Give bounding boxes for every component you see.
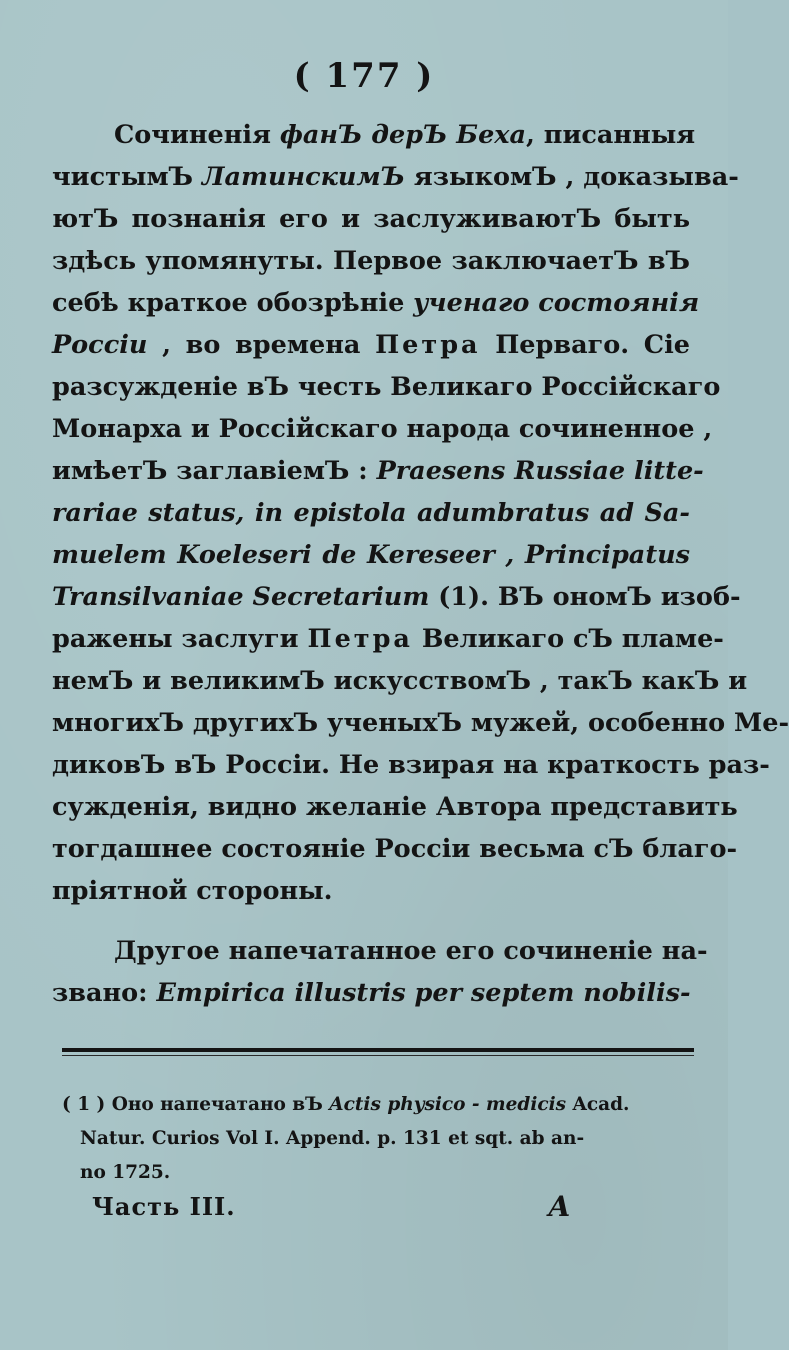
text-line xyxy=(52,198,690,240)
text-run: звано: xyxy=(52,978,157,1008)
text-line xyxy=(52,240,690,282)
text-run: разсужденіе вЪ честь Великаго Россійскаго xyxy=(52,372,721,402)
footnote xyxy=(62,1088,698,1190)
text-run: сужденія, видно желаніе Автора представить xyxy=(52,792,738,822)
text-run: , писанныя xyxy=(526,120,696,150)
text-run: Перваго. Сіе xyxy=(480,330,690,360)
text-run: имѣетЪ заглавіемЪ : xyxy=(52,456,377,486)
text-run: Acad. xyxy=(566,1094,630,1115)
spaced-run: Петра xyxy=(307,624,413,654)
text-run: себѣ краткое обозрѣніе xyxy=(52,288,414,318)
spaced-run: Петра xyxy=(375,330,481,360)
text-run: no 1725. xyxy=(80,1162,171,1183)
text-run: , во времена xyxy=(147,330,376,360)
italic-run: Praesens Russiae litte- xyxy=(376,456,704,486)
text-run: ( 1 ) Оно напечатано вЪ xyxy=(62,1094,330,1115)
text-line xyxy=(52,450,704,492)
text-line xyxy=(52,744,770,786)
text-run: Другое напечатанное его сочиненіе на- xyxy=(114,936,708,966)
main-text xyxy=(52,114,789,1014)
italic-run: Transilvaniae Secretarium xyxy=(52,582,430,612)
text-run: диковЪ вЪ Россіи. Не взирая на краткость раз- xyxy=(52,750,770,780)
page-number: ( 177 ) xyxy=(293,56,435,96)
text-line xyxy=(52,114,696,156)
italic-run: ученаго состоянія xyxy=(413,288,700,318)
text-run: Natur. Curios Vol I. Append. p. 131 et sqt. ab an- xyxy=(80,1128,585,1149)
text-run: немЪ и великимЪ искусствомЪ , такЪ какЪ и xyxy=(52,666,748,696)
italic-run: Empirica illustris per septem nobilis- xyxy=(156,978,691,1008)
text-run: ражены заслуги xyxy=(52,624,308,654)
italic-run: rariae status, in epistola adumbratus ad Sa- xyxy=(52,498,690,528)
text-run: языкомЪ , доказыва- xyxy=(405,162,739,192)
text-line xyxy=(52,324,690,366)
text-run: чистымЪ xyxy=(52,162,202,192)
text-line xyxy=(52,156,739,198)
italic-run: Actis physico - medicis xyxy=(329,1094,567,1115)
text-line xyxy=(52,930,708,972)
italic-run: muelem Koeleseri de Kereseer , Principatus xyxy=(52,540,690,570)
text-line xyxy=(52,282,700,324)
text-line xyxy=(52,786,738,828)
text-run: многихЪ другихЪ ученыхЪ мужей, особенно Ме- xyxy=(52,708,789,738)
text-line xyxy=(52,702,789,744)
text-line xyxy=(52,408,713,450)
text-line xyxy=(52,534,690,576)
text-line xyxy=(52,618,724,660)
text-line xyxy=(52,660,748,702)
text-line xyxy=(52,972,690,1014)
text-run: Великаго сЪ пламе- xyxy=(412,624,724,654)
footnote-line xyxy=(62,1088,698,1122)
text-run: ютЪ познанія его и заслуживаютЪ быть xyxy=(52,204,690,234)
signature-mark: А xyxy=(548,1190,571,1223)
text-line xyxy=(52,576,741,618)
text-run: пріятной стороны. xyxy=(52,876,333,906)
text-run: Сочиненія xyxy=(114,120,280,150)
text-line xyxy=(52,492,690,534)
text-run: Монарха и Россійскаго народа сочиненное , xyxy=(52,414,713,444)
signature-part: Часть III. xyxy=(92,1192,236,1221)
text-line xyxy=(52,366,721,408)
footnote-rule xyxy=(62,1048,694,1052)
footnote-rule-thin xyxy=(62,1055,694,1056)
italic-run: фанЪ дерЪ Беха xyxy=(279,120,527,150)
footnote-line xyxy=(62,1122,698,1156)
text-run: здѣсь упомянуты. Первое заключаетЪ вЪ xyxy=(52,246,690,276)
text-run: (1). ВЪ ономЪ изоб- xyxy=(429,582,741,612)
text-run: тогдашнее состояніе Россіи весьма сЪ благо- xyxy=(52,834,738,864)
footnote-line xyxy=(62,1156,698,1190)
italic-run: Россіи xyxy=(52,330,148,360)
text-line xyxy=(52,828,738,870)
italic-run: ЛатинскимЪ xyxy=(201,162,406,192)
paragraph-gap xyxy=(52,912,690,930)
text-line xyxy=(52,870,690,912)
